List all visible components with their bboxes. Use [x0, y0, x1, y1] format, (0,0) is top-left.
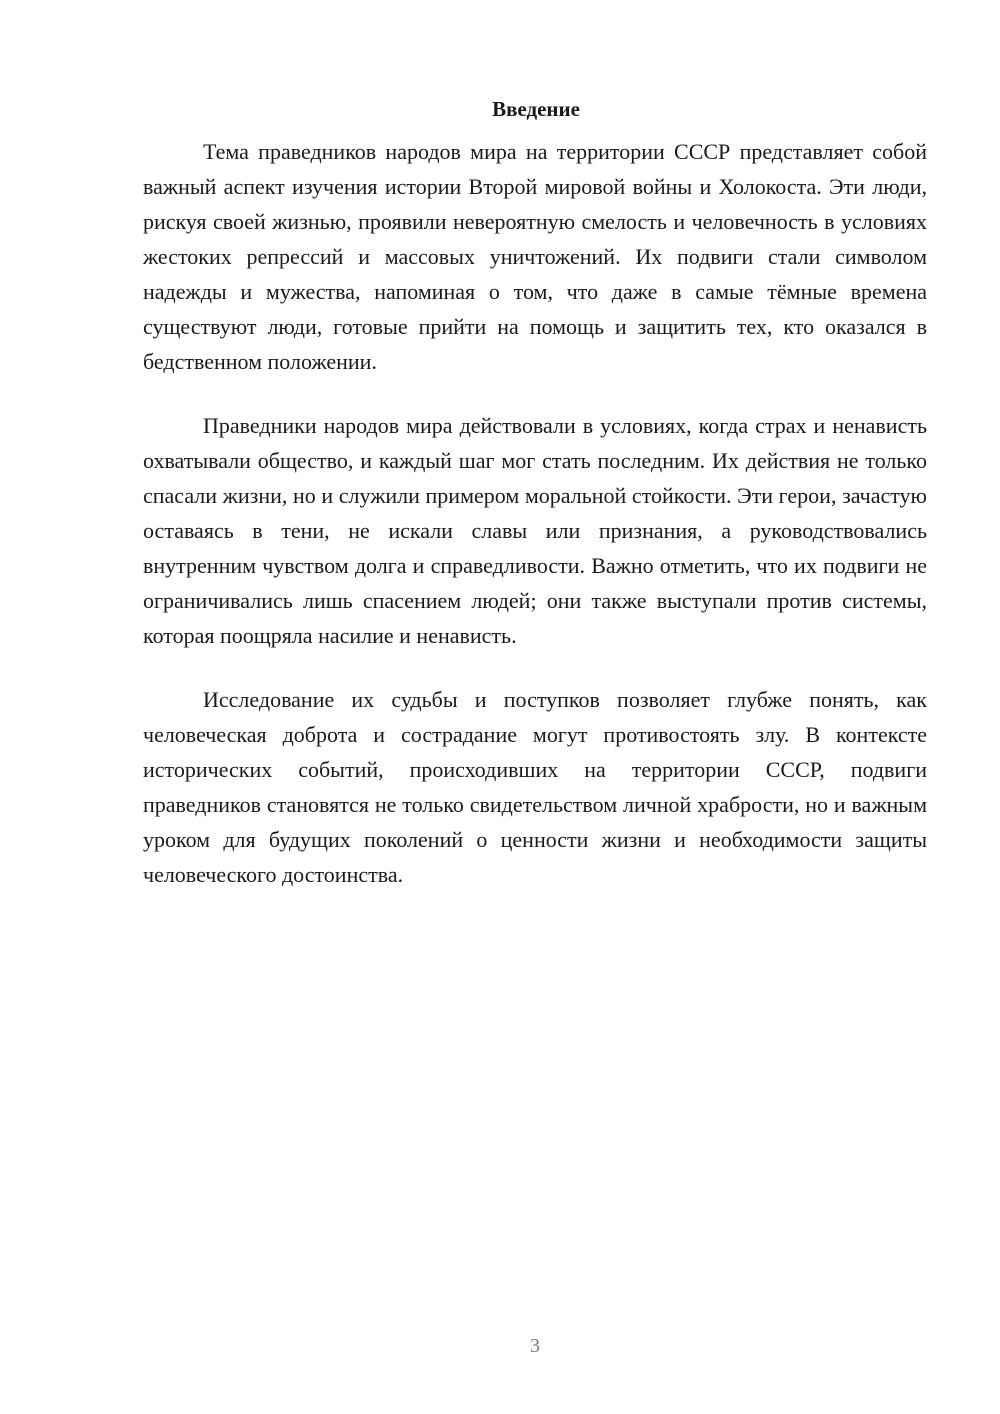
paragraph-1: Тема праведников народов мира на территории СССР представляет собой важный аспект изучения истории Второй мировой войны и Холокоста. Эти люди, рискуя своей жизнью, проявили невероятную смелость и человечность в условиях жестоких репрессий и массовых уничтожений. Их подвиги стали символом надежды и мужества, напоминая о том, что даже в самые тёмные времена существуют люди, готовые прийти на помощь и защитить тех, кто оказался в бедственном положении.	[143, 139, 927, 374]
paragraph-3: Исследование их судьбы и поступков позволяет глубже понять, как человеческая доброта и сострадание могут противостоять злу. В контексте исторических событий, происходивших на территории СССР, подвиги праведников становятся не только свидетельством личной храбрости, но и важным уроком для будущих поколений о ценности жизни и необходимости защиты человеческого достоинства.	[143, 687, 927, 887]
page-number: 3	[530, 1335, 540, 1357]
paragraph-2: Праведники народов мира действовали в условиях, когда страх и ненависть охватывали общество, и каждый шаг мог стать последним. Их действия не только спасали жизни, но и служили примером моральной стойкости. Эти герои, зачастую оставаясь в тени, не искали славы или признания, а руководствовались внутренним чувством долга и справедливости. Важно отметить, что их подвиги не ограничивались лишь спасением людей; они также выступали против системы, которая поощряла насилие и ненависть.	[143, 413, 927, 648]
section-title: Введение	[492, 97, 580, 121]
page-content	[143, 94, 927, 921]
